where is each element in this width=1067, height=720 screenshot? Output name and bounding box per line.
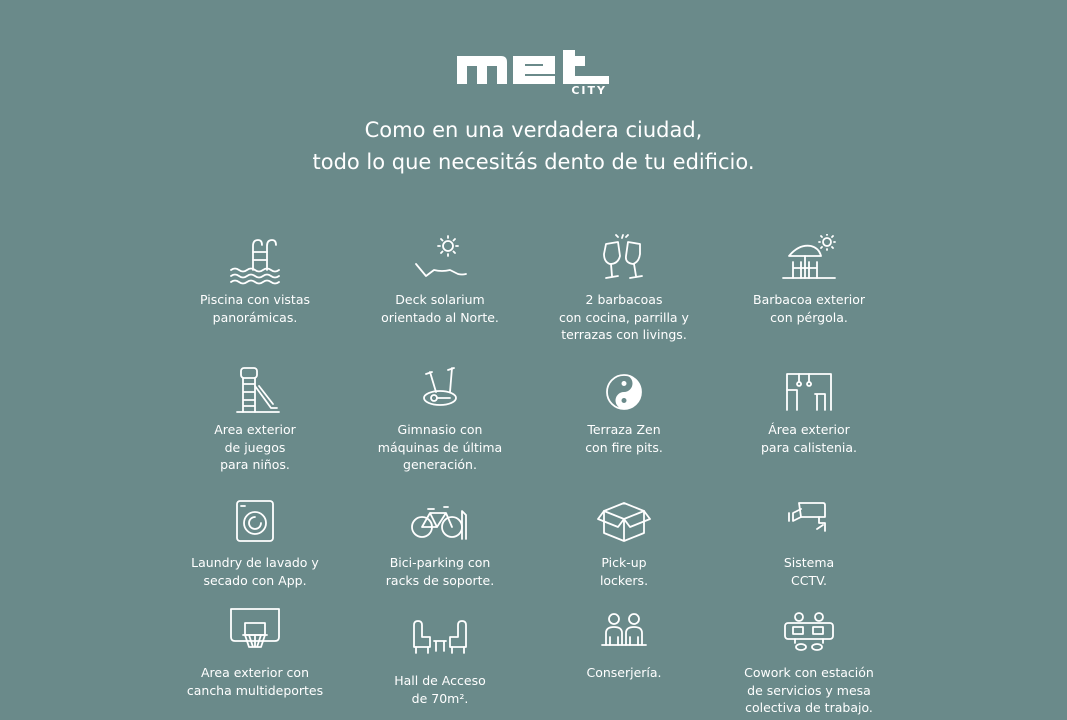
cctv-camera-icon bbox=[779, 497, 839, 549]
amenity-label: Pick-up lockers. bbox=[599, 555, 649, 588]
concierge-icon bbox=[594, 607, 654, 659]
package-box-icon bbox=[594, 497, 654, 549]
amenity-label: Sistema CCTV. bbox=[783, 555, 835, 588]
amenity-gym bbox=[345, 364, 535, 474]
calisthenics-bar-icon bbox=[779, 364, 839, 416]
amenity-label: Area exterior de juegos para niños. bbox=[214, 422, 296, 472]
amenity-zen-terrace bbox=[529, 364, 719, 456]
logo-subtext: CITY bbox=[571, 84, 607, 97]
amenity-pickup-lockers bbox=[529, 497, 719, 589]
headline-line-1: Como en una verdadera ciudad, bbox=[364, 118, 703, 142]
amenity-label: Barbacoa exterior con pérgola. bbox=[753, 292, 865, 325]
amenity-cctv bbox=[714, 497, 904, 589]
amenity-label: Bici-parking con racks de soporte. bbox=[385, 555, 495, 588]
amenity-pergola bbox=[714, 234, 904, 326]
pergola-icon bbox=[779, 234, 839, 286]
basketball-hoop-icon bbox=[225, 607, 285, 659]
bicycle-icon bbox=[410, 497, 470, 549]
amenity-label: Deck solarium orientado al Norte. bbox=[381, 292, 499, 325]
amenity-concierge bbox=[529, 607, 719, 682]
amenity-laundry bbox=[160, 497, 350, 589]
amenity-lobby bbox=[345, 615, 535, 707]
amenity-label: Laundry de lavado y secado con App. bbox=[191, 555, 319, 588]
amenity-playground bbox=[160, 364, 350, 474]
amenity-label: Hall de Acceso de 70m². bbox=[394, 673, 486, 706]
yin-yang-icon bbox=[594, 364, 654, 416]
pool-icon bbox=[225, 234, 285, 286]
toast-glasses-icon bbox=[594, 234, 654, 286]
amenity-calisthenics bbox=[714, 364, 904, 456]
amenity-label: Cowork con estación de servicios y mesa colectiva de trabajo. bbox=[744, 665, 874, 715]
headline-line-2: todo lo que necesitás dento de tu edificio. bbox=[312, 150, 755, 174]
amenity-label: Gimnasio con máquinas de última generación. bbox=[377, 422, 503, 472]
amenity-label: Piscina con vistas panorámicas. bbox=[199, 292, 311, 325]
cowork-table-icon bbox=[779, 607, 839, 659]
amenity-label: Area exterior con cancha multideportes bbox=[186, 665, 324, 698]
playground-icon bbox=[225, 364, 285, 416]
amenity-pool bbox=[160, 234, 350, 326]
amenity-cowork bbox=[714, 607, 904, 717]
exercise-bike-icon bbox=[410, 364, 470, 416]
amenity-label: Conserjería. bbox=[586, 665, 662, 680]
sun-deck-icon bbox=[410, 234, 470, 286]
amenity-label: Área exterior para calistenia. bbox=[761, 422, 857, 455]
amenity-bike-parking bbox=[345, 497, 535, 589]
lobby-sofa-icon bbox=[410, 615, 470, 667]
amenity-deck bbox=[345, 234, 535, 326]
amenity-barbecues bbox=[529, 234, 719, 344]
amenity-label: 2 barbacoas con cocina, parrilla y terrazas con livings. bbox=[559, 292, 689, 342]
washing-machine-icon bbox=[225, 497, 285, 549]
amenity-multisport-court bbox=[160, 607, 350, 699]
amenity-label: Terraza Zen con fire pits. bbox=[585, 422, 663, 455]
